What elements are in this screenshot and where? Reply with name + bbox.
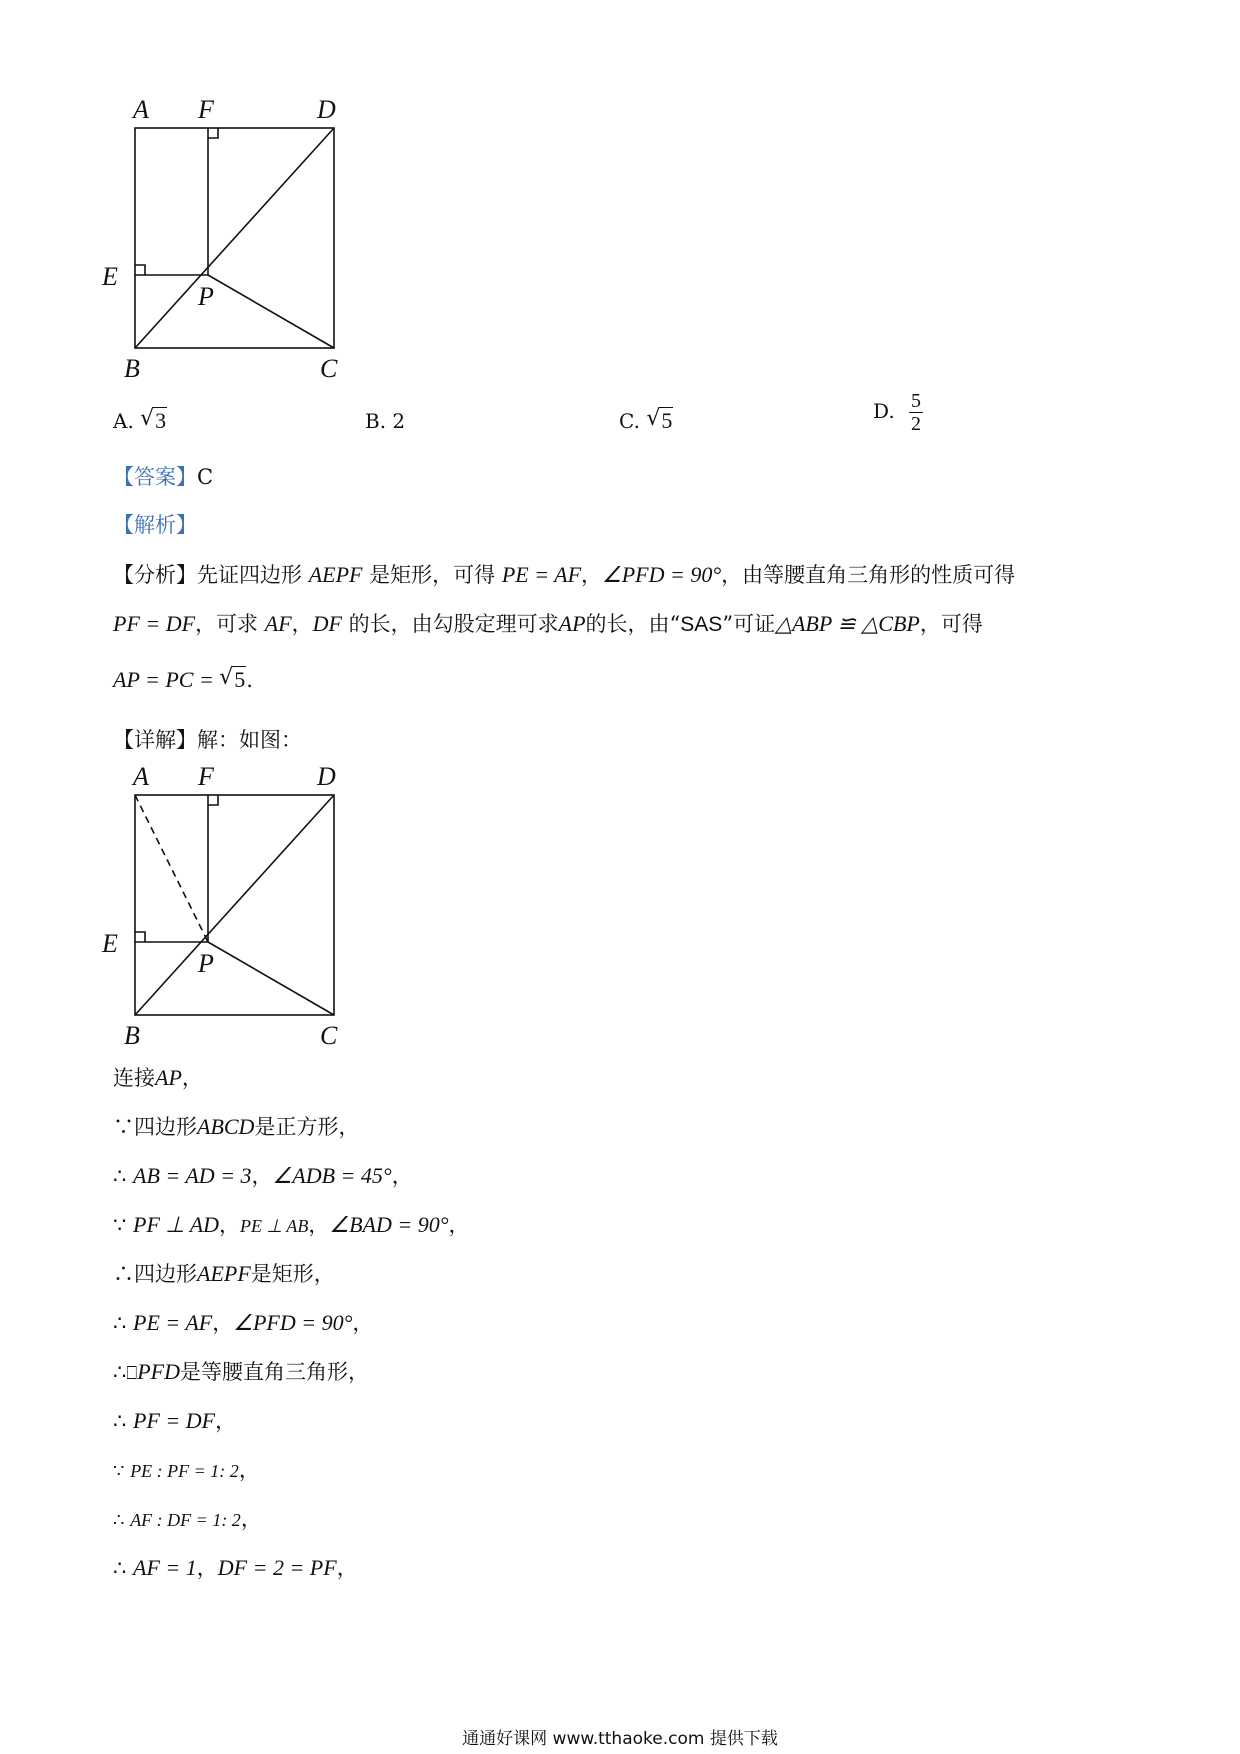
step-2: ∵四边形ABCD是正方形，	[113, 1114, 360, 1139]
step-9: ∵ PE : PF = 1: 2，	[113, 1458, 260, 1482]
step-1: 连接AP，	[113, 1065, 203, 1090]
figure-2-square-diagram	[102, 762, 370, 1052]
analysis-line-3: AP = PC = √ 5.	[113, 665, 253, 692]
segment-bd	[135, 795, 334, 1015]
option-b: B. 2	[365, 409, 406, 433]
segment-pc	[208, 942, 334, 1015]
analysis-heading: 【解析】	[113, 513, 197, 537]
label-c: C	[320, 354, 338, 383]
step-8: ∴ PF = DF，	[113, 1408, 237, 1433]
label-f: F	[198, 95, 214, 124]
label-p: P	[198, 949, 214, 978]
label-b: B	[124, 1021, 140, 1050]
option-d-denominator: 2	[911, 413, 922, 435]
right-angle-mark-f	[208, 795, 218, 805]
segment-bd	[135, 128, 334, 348]
figure-1-square-diagram	[102, 95, 370, 385]
answer-value: C	[197, 465, 214, 489]
option-a: A. √ 3	[113, 406, 167, 433]
option-c-radicand: 5	[661, 408, 673, 433]
step-3: ∴ AB = AD = 3，∠ADB = 45°，	[113, 1163, 413, 1188]
option-d: D. $\frac{5}{2}$	[873, 390, 922, 435]
page-footer: 通通好课网 www.tthaoke.com 提供下载	[462, 1729, 778, 1749]
segment-ap-dashed	[135, 795, 208, 942]
option-b-value: 2	[392, 409, 406, 433]
right-angle-mark-e	[135, 932, 145, 942]
segment-pc	[208, 275, 334, 348]
label-b: B	[124, 354, 140, 383]
label-c: C	[320, 1021, 338, 1050]
detail-heading: 【详解】解：如图：	[113, 728, 302, 752]
missing-glyph-icon: ⎕	[126, 1363, 138, 1384]
label-d: D	[317, 95, 336, 124]
analysis-line-1: 【分析】先证四边形 AEPF 是矩形，可得 PE = AF，∠PFD = 90°，由等腰直角三角形的性质可得	[113, 562, 1016, 587]
step-11: ∴ AF = 1，DF = 2 = PF，	[113, 1555, 358, 1580]
label-p: P	[198, 282, 214, 311]
step-10: ∴ AF : DF = 1: 2，	[113, 1507, 262, 1531]
answer-line: 【答案】C	[113, 465, 214, 489]
label-f: F	[198, 762, 214, 791]
label-a: A	[133, 95, 149, 124]
analysis-line-2: PF = DF，可求 AF，DF 的长，由勾股定理可求AP的长，由“SAS”可证△ABP ≌ △CBP，可得	[113, 611, 983, 636]
label-e: E	[102, 262, 118, 291]
option-d-numerator: 5	[911, 390, 922, 412]
step-7: ∴⎕PFD是等腰直角三角形，	[113, 1359, 369, 1384]
label-a: A	[133, 762, 149, 791]
step-5: ∴四边形AEPF是矩形，	[113, 1261, 335, 1286]
step-6: ∴ PE = AF，∠PFD = 90°，	[113, 1310, 374, 1335]
right-angle-mark-f	[208, 128, 218, 138]
label-d: D	[317, 762, 336, 791]
option-c: C. √ 5	[619, 406, 673, 433]
step-4: ∵ PF ⊥ AD，PE ⊥ AB，∠BAD = 90°，	[113, 1212, 470, 1237]
right-angle-mark-e	[135, 265, 145, 275]
option-a-radicand: 3	[155, 408, 167, 433]
label-e: E	[102, 929, 118, 958]
